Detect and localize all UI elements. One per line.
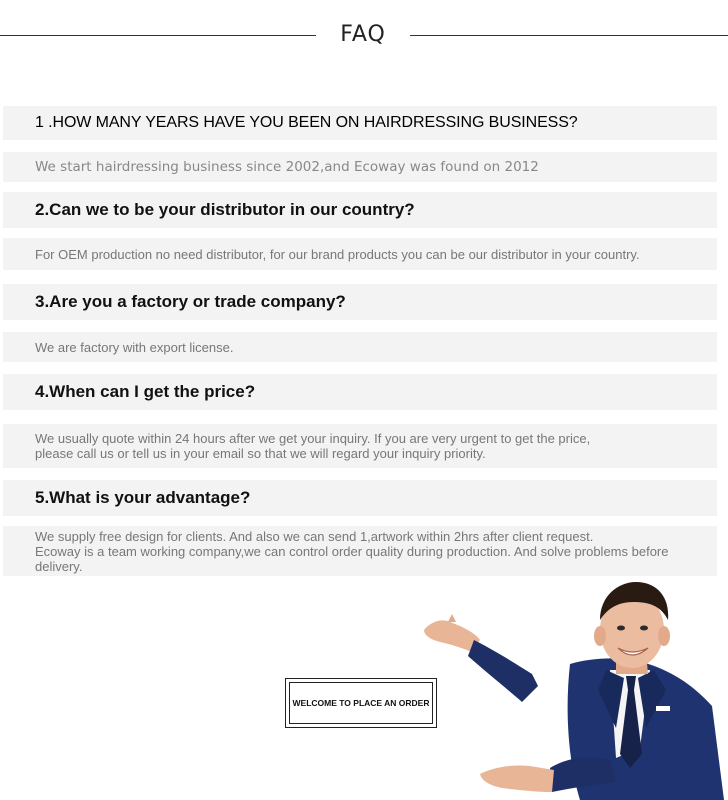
faq-answer-1 bbox=[3, 152, 717, 182]
presenting-man-illustration bbox=[420, 578, 728, 800]
page-title: FAQ bbox=[340, 22, 386, 47]
faq-question-text: 1 .HOW MANY YEARS HAVE YOU BEEN ON HAIRDRESSING BUSINESS? bbox=[35, 114, 578, 131]
faq-answer-text: We supply free design for clients. And also we can send 1,artwork within 2hrs after client request. Ecoway is a team working company,we can control order quality during production. And solve problems before delivery. bbox=[35, 528, 669, 574]
place-order-button[interactable] bbox=[285, 678, 437, 728]
header-divider-left bbox=[0, 35, 316, 36]
header-divider-right bbox=[410, 35, 728, 36]
faq-header bbox=[0, 18, 728, 52]
faq-question-1 bbox=[3, 106, 717, 140]
faq-answer-text: We usually quote within 24 hours after we get your inquiry. If you are very urgent to get the price, please call us or tell us in your email so that we will regard your inquiry priority. bbox=[35, 431, 591, 461]
faq-answer-text: We are factory with export license. bbox=[35, 339, 234, 355]
place-order-label: WELCOME TO PLACE AN ORDER bbox=[289, 682, 433, 724]
faq-answer-text: For OEM production no need distributor, for our brand products you can be our distributor in your country. bbox=[35, 246, 640, 262]
faq-question-text: 3.Are you a factory or trade company? bbox=[35, 292, 346, 311]
faq-question-text: 4.When can I get the price? bbox=[35, 382, 256, 401]
faq-answer-text: We start hairdressing business since 2002,and Ecoway was found on 2012 bbox=[35, 158, 539, 175]
faq-answer-2 bbox=[3, 238, 717, 270]
faq-answer-5 bbox=[3, 526, 717, 576]
faq-answer-4 bbox=[3, 424, 717, 468]
faq-question-text: 5.What is your advantage? bbox=[35, 488, 251, 507]
faq-question-2 bbox=[3, 192, 717, 228]
faq-question-4 bbox=[3, 374, 717, 410]
faq-question-5 bbox=[3, 480, 717, 516]
faq-question-text: 2.Can we to be your distributor in our country? bbox=[35, 200, 415, 219]
faq-answer-3 bbox=[3, 332, 717, 362]
faq-question-3 bbox=[3, 284, 717, 320]
